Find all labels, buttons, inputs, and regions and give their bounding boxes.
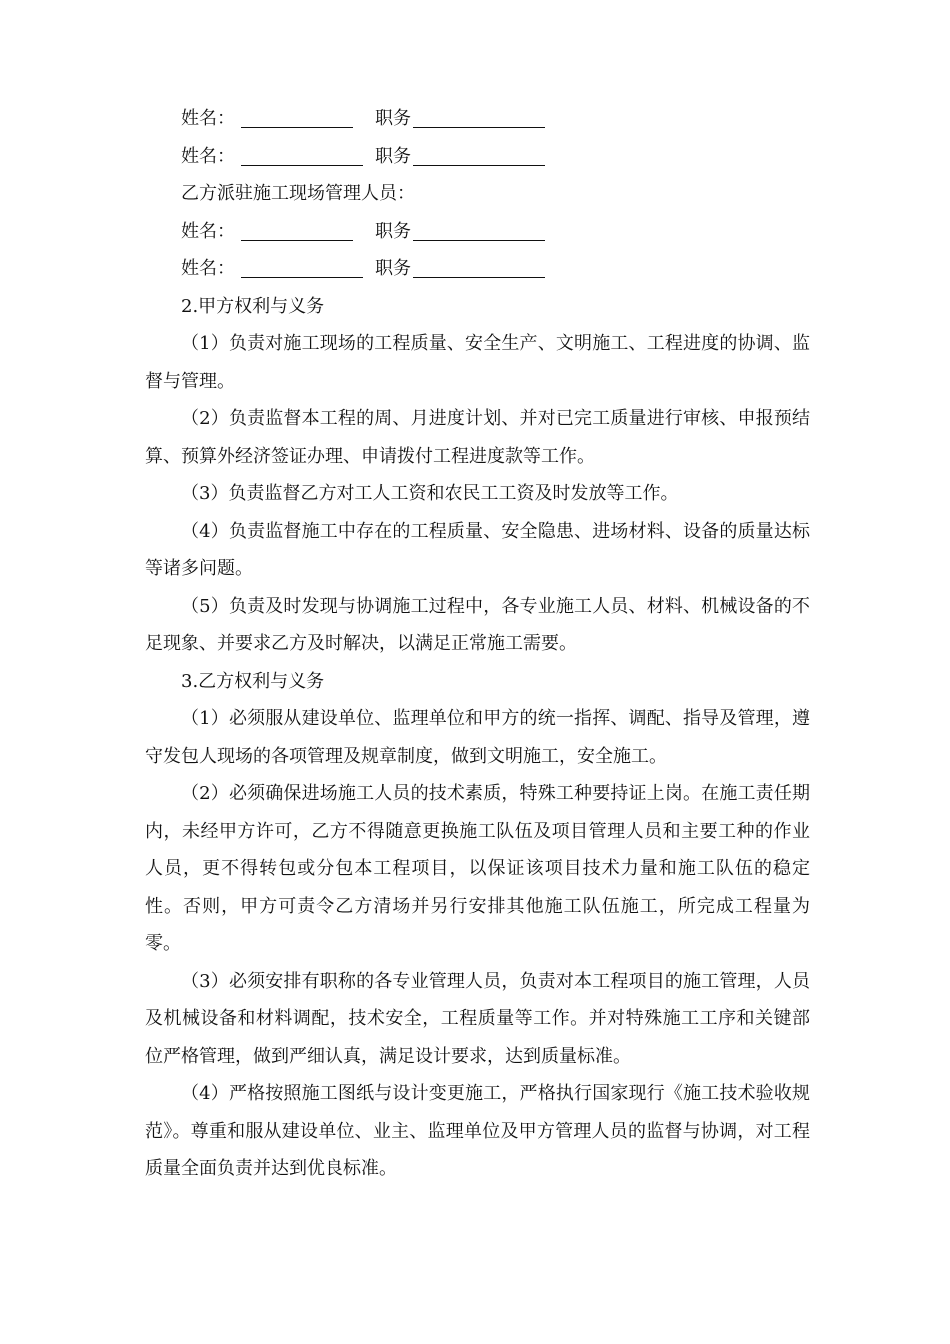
signatory-row-1 [145, 100, 810, 138]
section-2-item-1: （1）负责对施工现场的工程质量、安全生产、文明施工、工程进度的协调、监督与管理。 [145, 333, 810, 392]
duty-blank-field[interactable] [413, 255, 545, 278]
party-b-staff-heading: 乙方派驻施工现场管理人员： [181, 183, 415, 204]
duty-blank-field[interactable] [413, 105, 545, 128]
name-label: 姓名： [181, 258, 235, 279]
signatory-row-4 [145, 250, 810, 288]
duty-blank-field[interactable] [413, 218, 545, 241]
signatory-row-2 [145, 138, 810, 176]
section-2-item-2: （2）负责监督本工程的周、月进度计划、并对已完工质量进行审核、申报预结算、预算外经济签证办理、申请拨付工程进度款等工作。 [145, 408, 810, 467]
duty-blank-field[interactable] [413, 143, 545, 166]
section-3-item-1: （1）必须服从建设单位、监理单位和甲方的统一指挥、调配、指导及管理，遵守发包人现场的各项管理及规章制度，做到文明施工，安全施工。 [145, 708, 810, 767]
name-label: 姓名： [181, 108, 235, 129]
signatory-row-3 [145, 213, 810, 251]
section-3-item-3: （3）必须安排有职称的各专业管理人员，负责对本工程项目的施工管理，人员及机械设备和材料调配，技术安全，工程质量等工作。并对特殊施工工序和关键部位严格管理，做到严细认真，满足设计要求，达到质量标准。 [145, 970, 810, 1067]
section-3-item-2: （2）必须确保进场施工人员的技术素质，特殊工种要持证上岗。在施工责任期内，未经甲方许可，乙方不得随意更换施工队伍及项目管理人员和主要工种的作业人员，更不得转包或分包本工程项目，以保证该项目技术力量和施工队伍的稳定性。否则，甲方可责令乙方清场并另行安排其他施工队伍施工，所完成工程量为零。 [145, 783, 810, 954]
name-label: 姓名： [181, 220, 235, 242]
document-body [145, 100, 810, 1188]
name-blank-field[interactable] [241, 105, 353, 128]
section-3-item-4: （4）严格按照施工图纸与设计变更施工，严格执行国家现行《施工技术验收规范》。尊重和服从建设单位、业主、监理单位及甲方管理人员的监督与协调，对工程质量全面负责并达到优良标准。 [145, 1083, 810, 1179]
duty-label: 职务 [375, 145, 411, 167]
duty-label: 职务 [375, 258, 411, 279]
section-2-item-3: （3）负责监督乙方对工人工资和农民工工资及时发放等工作。 [181, 483, 679, 504]
duty-label: 职务 [375, 108, 411, 129]
duty-label: 职务 [375, 220, 411, 242]
name-blank-field[interactable] [241, 255, 363, 278]
name-label: 姓名： [181, 145, 235, 167]
section-3-heading: 3.乙方权利与义务 [181, 670, 325, 692]
name-blank-field[interactable] [241, 143, 363, 166]
section-2-heading: 2.甲方权利与义务 [181, 295, 325, 317]
name-blank-field[interactable] [241, 218, 353, 241]
section-2-item-5: （5）负责及时发现与协调施工过程中，各专业施工人员、材料、机械设备的不足现象、并要求乙方及时解决，以满足正常施工需要。 [145, 595, 810, 654]
section-2-item-4: （4）负责监督施工中存在的工程质量、安全隐患、进场材料、设备的质量达标等诸多问题。 [145, 520, 810, 579]
